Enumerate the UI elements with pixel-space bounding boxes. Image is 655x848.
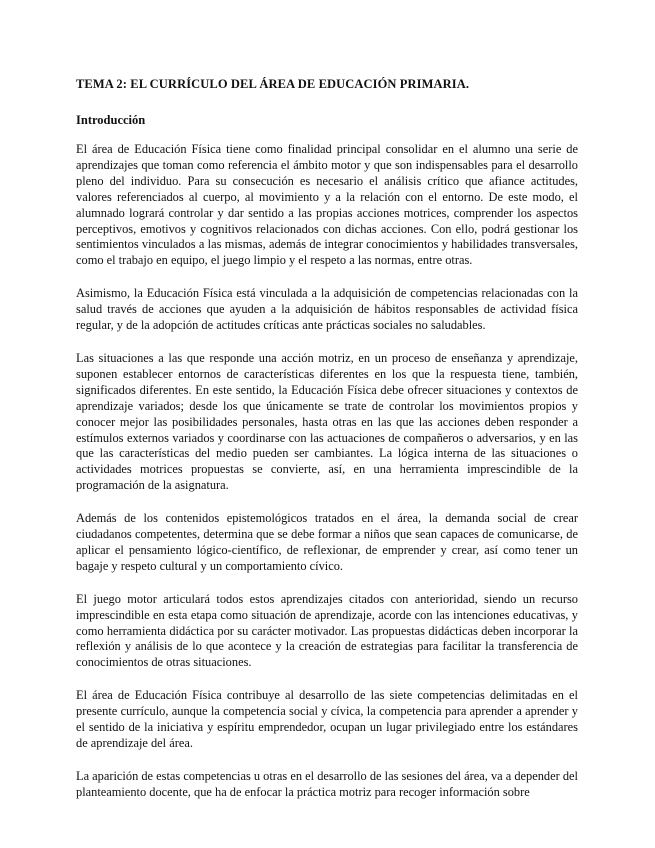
paragraph: El juego motor articulará todos estos aprendizajes citados con anterioridad, siendo un recurso imprescindible en esta etapa como situación de aprendizaje, acorde con las intenciones educativas, y como herramienta didáctica por su carácter motivador. Las propuestas didácticas deben incorporar la reflexión y análisis de lo que acontece y la creación de estrategias para facilitar la transferencia de conocimientos de otras situaciones. [76, 591, 578, 670]
document-title: TEMA 2: EL CURRÍCULO DEL ÁREA DE EDUCACIÓN PRIMARIA. [76, 77, 470, 91]
paragraph: Asimismo, la Educación Física está vinculada a la adquisición de competencias relacionadas con la salud través de acciones que ayuden a la adquisición de hábitos responsables de actividad física regular, y de la adopción de actitudes críticas ante prácticas sociales no saludables. [76, 286, 578, 333]
paragraph: El área de Educación Física tiene como finalidad principal consolidar en el alumno una serie de aprendizajes que toman como referencia el ámbito motor y que son indispensables para el desarrollo pleno del individuo. Para su consecución es necesario el análisis crítico que afiance actitudes, valores referenciados al cuerpo, al movimiento y a la relación con el entorno. De este modo, el alumnado logrará controlar y dar sentido a las propias acciones motrices, comprender los aspectos perceptivos, emotivos y cognitivos relacionados con dichas acciones. Con ello, podrá gestionar los sentimientos vinculados a las mismas, además de integrar conocimientos y habilidades transversales, como el trabajo en equipo, el juego limpio y el respeto a las normas, entre otras. [76, 142, 578, 268]
section-heading-introduccion: Introducción [76, 113, 146, 127]
document-body [76, 76, 578, 801]
paragraph: Las situaciones a las que responde una acción motriz, en un proceso de enseñanza y aprendizaje, suponen establecer entornos de características diferentes en los que la respuesta tiene, también, significados diferentes. En este sentido, la Educación Física debe ofrecer situaciones y contextos de aprendizaje variados; desde los que únicamente se trate de controlar los movimientos propios y conocer mejor las posibilidades personales, hasta otras en las que las acciones deben responder a estímulos externos variados y coordinarse con las actuaciones de compañeros o adversarios, y en las que las características del medio pueden ser cambiantes. La lógica interna de las situaciones o actividades motrices propuestas se convierte, así, en una herramienta imprescindible de la programación de la asignatura. [76, 350, 578, 493]
paragraph: Además de los contenidos epistemológicos tratados en el área, la demanda social de crear ciudadanos competentes, determina que se debe formar a niños que sean capaces de comunicarse, de aplicar el pensamiento lógico-científico, de reflexionar, de emprender y crear, así como tener un bagaje y respeto cultural y un comportamiento cívico. [76, 511, 578, 573]
paragraph: El área de Educación Física contribuye al desarrollo de las siete competencias delimitadas en el presente currículo, aunque la competencia social y cívica, la competencia para aprender a aprender y el sentido de la iniciativa y espíritu emprendedor, ocupan un lugar privilegiado entre los estándares de aprendizaje del área. [76, 688, 578, 750]
paragraph: La aparición de estas competencias u otras en el desarrollo de las sesiones del área, va a depender del planteamiento docente, que ha de enfocar la práctica motriz para recoger información sobre [76, 768, 578, 799]
